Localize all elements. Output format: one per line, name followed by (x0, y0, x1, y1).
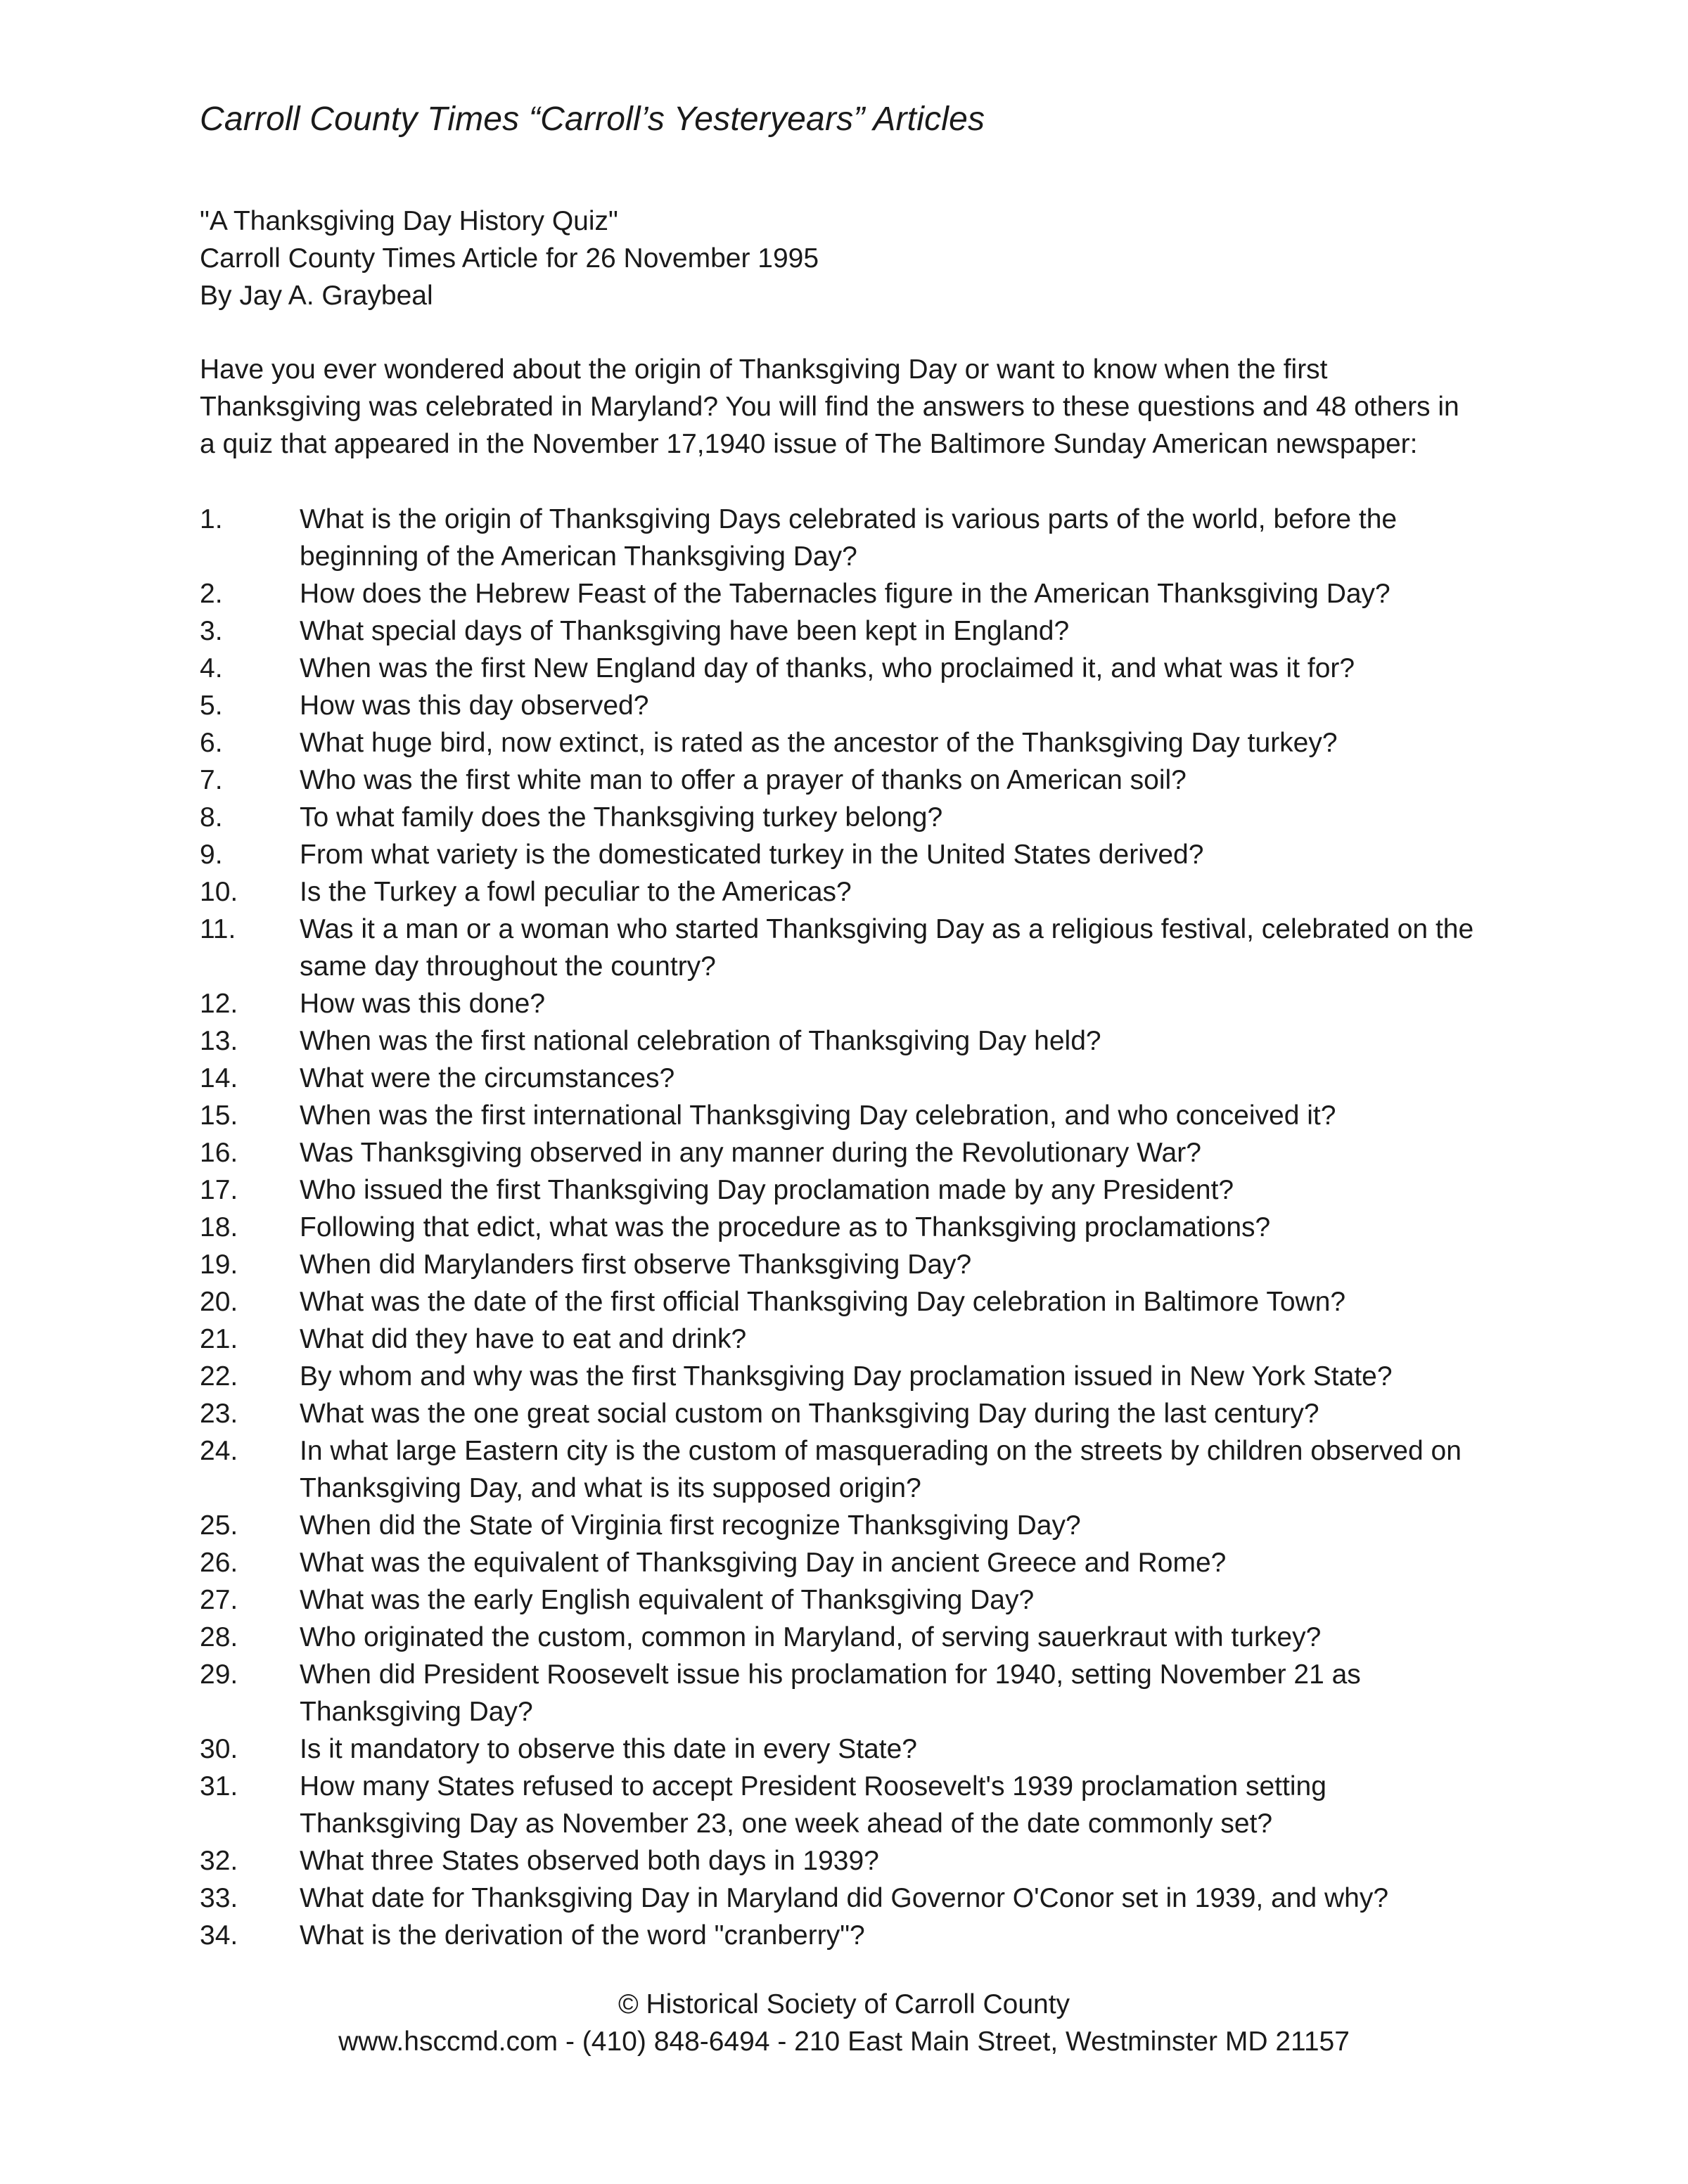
question-line: What is the derivation of the word "cranberry"? (300, 1920, 865, 1951)
question-line: When did the State of Virginia first recognize Thanksgiving Day? (300, 1510, 1081, 1541)
question-number: 27. (200, 1585, 238, 1615)
copyright-notice: © Historical Society of Carroll County (618, 1989, 1070, 2019)
question-text (300, 1283, 1515, 1321)
question-item (200, 1880, 1515, 1917)
question-text (300, 1171, 1515, 1209)
question-number: 24. (200, 1436, 238, 1466)
intro-line: Thanksgiving was celebrated in Maryland? You will find the answers to these questions and 48 others in (200, 392, 1459, 422)
question-number: 4. (200, 653, 223, 683)
article-meta (200, 203, 819, 314)
question-line: Who originated the custom, common in Maryland, of serving sauerkraut with turkey? (300, 1622, 1322, 1652)
question-item (200, 1283, 1515, 1321)
question-line: Thanksgiving Day as November 23, one week ahead of the date commonly set? (300, 1809, 1273, 1839)
question-number: 9. (200, 840, 223, 870)
question-number: 5. (200, 690, 223, 721)
question-text (300, 1246, 1515, 1283)
question-number: 7. (200, 765, 223, 795)
question-number: 33. (200, 1883, 238, 1913)
question-text (300, 836, 1515, 873)
question-item (200, 911, 1515, 985)
question-item (200, 836, 1515, 873)
question-item (200, 762, 1515, 799)
question-number: 6. (200, 728, 223, 758)
question-number: 8. (200, 802, 223, 833)
question-text (300, 1768, 1515, 1842)
question-line: What is the origin of Thanksgiving Days celebrated is various parts of the world, before the (300, 504, 1398, 534)
question-number: 19. (200, 1250, 238, 1280)
question-line: What date for Thanksgiving Day in Maryland did Governor O'Conor set in 1939, and why? (300, 1883, 1389, 1913)
question-line: What were the circumstances? (300, 1063, 675, 1093)
question-line: When did Marylanders first observe Thanksgiving Day? (300, 1250, 972, 1280)
question-list (200, 501, 1515, 1954)
question-text (300, 1842, 1515, 1880)
question-number: 16. (200, 1138, 238, 1168)
intro-line: a quiz that appeared in the November 17,1940 issue of The Baltimore Sunday American newspaper: (200, 429, 1418, 459)
question-line: beginning of the American Thanksgiving Day? (300, 541, 857, 572)
question-text (300, 1544, 1515, 1581)
contact-line: www.hsccmd.com - (410) 848-6494 - 210 East Main Street, Westminster MD 21157 (338, 2026, 1350, 2057)
question-item (200, 1730, 1515, 1768)
question-number: 1. (200, 504, 223, 534)
question-line: What was the equivalent of Thanksgiving Day in ancient Greece and Rome? (300, 1548, 1227, 1578)
question-line: How was this day observed? (300, 690, 649, 721)
question-item (200, 1022, 1515, 1060)
question-line: Thanksgiving Day? (300, 1697, 533, 1727)
question-text (300, 501, 1515, 575)
question-item (200, 1656, 1515, 1730)
question-number: 26. (200, 1548, 238, 1578)
question-text (300, 1432, 1515, 1507)
question-item (200, 687, 1515, 724)
question-text (300, 1134, 1515, 1171)
question-item (200, 1097, 1515, 1134)
question-item (200, 1507, 1515, 1544)
page-header-title: Carroll County Times “Carroll’s Yesteryears” Articles (200, 101, 985, 138)
question-text (300, 1730, 1515, 1768)
question-number: 14. (200, 1063, 238, 1093)
question-line: By whom and why was the first Thanksgiving Day proclamation issued in New York State? (300, 1361, 1393, 1392)
question-text (300, 724, 1515, 762)
page-footer (0, 1986, 1688, 2060)
question-line: In what large Eastern city is the custom of masquerading on the streets by children observed on (300, 1436, 1462, 1466)
question-number: 30. (200, 1734, 238, 1764)
question-item (200, 1917, 1515, 1954)
question-number: 2. (200, 579, 223, 609)
question-item (200, 650, 1515, 687)
question-line: From what variety is the domesticated turkey in the United States derived? (300, 840, 1204, 870)
question-line: How does the Hebrew Feast of the Tabernacles figure in the American Thanksgiving Day? (300, 579, 1390, 609)
question-line: Who was the first white man to offer a prayer of thanks on American soil? (300, 765, 1187, 795)
question-text (300, 1581, 1515, 1619)
question-item (200, 1432, 1515, 1507)
question-number: 15. (200, 1100, 238, 1131)
question-number: 10. (200, 877, 238, 907)
question-text (300, 575, 1515, 612)
question-line: How many States refused to accept President Roosevelt's 1939 proclamation setting (300, 1771, 1326, 1801)
question-item (200, 1134, 1515, 1171)
question-number: 28. (200, 1622, 238, 1652)
question-text (300, 1060, 1515, 1097)
question-number: 13. (200, 1026, 238, 1056)
publication-line: Carroll County Times Article for 26 November 1995 (200, 243, 819, 274)
question-item (200, 724, 1515, 762)
question-line: What special days of Thanksgiving have been kept in England? (300, 616, 1070, 646)
question-number: 25. (200, 1510, 238, 1541)
question-line: Following that edict, what was the procedure as to Thanksgiving proclamations? (300, 1212, 1271, 1242)
question-line: Was it a man or a woman who started Thanksgiving Day as a religious festival, celebrated on the (300, 914, 1474, 944)
question-item (200, 873, 1515, 911)
question-text (300, 1619, 1515, 1656)
question-item (200, 1842, 1515, 1880)
question-number: 11. (200, 914, 236, 944)
question-line: What three States observed both days in 1939? (300, 1846, 879, 1876)
question-text (300, 1656, 1515, 1730)
question-line: Who issued the first Thanksgiving Day proclamation made by any President? (300, 1175, 1234, 1205)
question-line: When did President Roosevelt issue his proclamation for 1940, setting November 21 as (300, 1659, 1361, 1690)
question-text (300, 873, 1515, 911)
question-item (200, 501, 1515, 575)
question-text (300, 1880, 1515, 1917)
question-item (200, 1768, 1515, 1842)
question-number: 29. (200, 1659, 238, 1690)
question-text (300, 612, 1515, 650)
question-number: 21. (200, 1324, 238, 1354)
question-text (300, 762, 1515, 799)
intro-line: Have you ever wondered about the origin of Thanksgiving Day or want to know when the first (200, 354, 1328, 385)
question-text (300, 911, 1515, 985)
question-number: 23. (200, 1399, 238, 1429)
question-line: When was the first New England day of thanks, who proclaimed it, and what was it for? (300, 653, 1355, 683)
question-item (200, 612, 1515, 650)
question-line: What was the date of the first official Thanksgiving Day celebration in Baltimore Town? (300, 1287, 1346, 1317)
question-number: 22. (200, 1361, 238, 1392)
question-number: 31. (200, 1771, 238, 1801)
byline: By Jay A. Graybeal (200, 281, 433, 311)
question-number: 17. (200, 1175, 238, 1205)
question-number: 34. (200, 1920, 238, 1951)
question-text (300, 1507, 1515, 1544)
question-line: Is it mandatory to observe this date in every State? (300, 1734, 917, 1764)
question-text (300, 1022, 1515, 1060)
question-item (200, 799, 1515, 836)
quiz-title: "A Thanksgiving Day History Quiz" (200, 206, 618, 236)
question-line: Is the Turkey a fowl peculiar to the Americas? (300, 877, 852, 907)
question-item (200, 985, 1515, 1022)
question-line: same day throughout the country? (300, 951, 716, 982)
question-item (200, 1581, 1515, 1619)
question-item (200, 1246, 1515, 1283)
question-line: When was the first national celebration of Thanksgiving Day held? (300, 1026, 1101, 1056)
question-text (300, 985, 1515, 1022)
question-item (200, 575, 1515, 612)
question-text (300, 1097, 1515, 1134)
question-line: What was the early English equivalent of Thanksgiving Day? (300, 1585, 1035, 1615)
question-item (200, 1060, 1515, 1097)
question-line: What did they have to eat and drink? (300, 1324, 747, 1354)
question-text (300, 1395, 1515, 1432)
question-text (300, 650, 1515, 687)
question-number: 12. (200, 989, 238, 1019)
question-line: Was Thanksgiving observed in any manner during the Revolutionary War? (300, 1138, 1201, 1168)
question-line: Thanksgiving Day, and what is its supposed origin? (300, 1473, 921, 1503)
question-item (200, 1619, 1515, 1656)
intro-paragraph (200, 351, 1508, 463)
question-item (200, 1544, 1515, 1581)
question-number: 32. (200, 1846, 238, 1876)
question-line: What huge bird, now extinct, is rated as the ancestor of the Thanksgiving Day turkey? (300, 728, 1338, 758)
question-item (200, 1171, 1515, 1209)
question-item (200, 1358, 1515, 1395)
question-line: What was the one great social custom on Thanksgiving Day during the last century? (300, 1399, 1319, 1429)
question-line: To what family does the Thanksgiving turkey belong? (300, 802, 943, 833)
question-number: 18. (200, 1212, 238, 1242)
question-text (300, 1209, 1515, 1246)
question-item (200, 1209, 1515, 1246)
question-text (300, 799, 1515, 836)
question-text (300, 1321, 1515, 1358)
question-text (300, 1917, 1515, 1954)
question-item (200, 1321, 1515, 1358)
question-number: 3. (200, 616, 223, 646)
question-text (300, 1358, 1515, 1395)
question-text (300, 687, 1515, 724)
question-line: When was the first international Thanksgiving Day celebration, and who conceived it? (300, 1100, 1336, 1131)
question-number: 20. (200, 1287, 238, 1317)
question-line: How was this done? (300, 989, 546, 1019)
question-item (200, 1395, 1515, 1432)
